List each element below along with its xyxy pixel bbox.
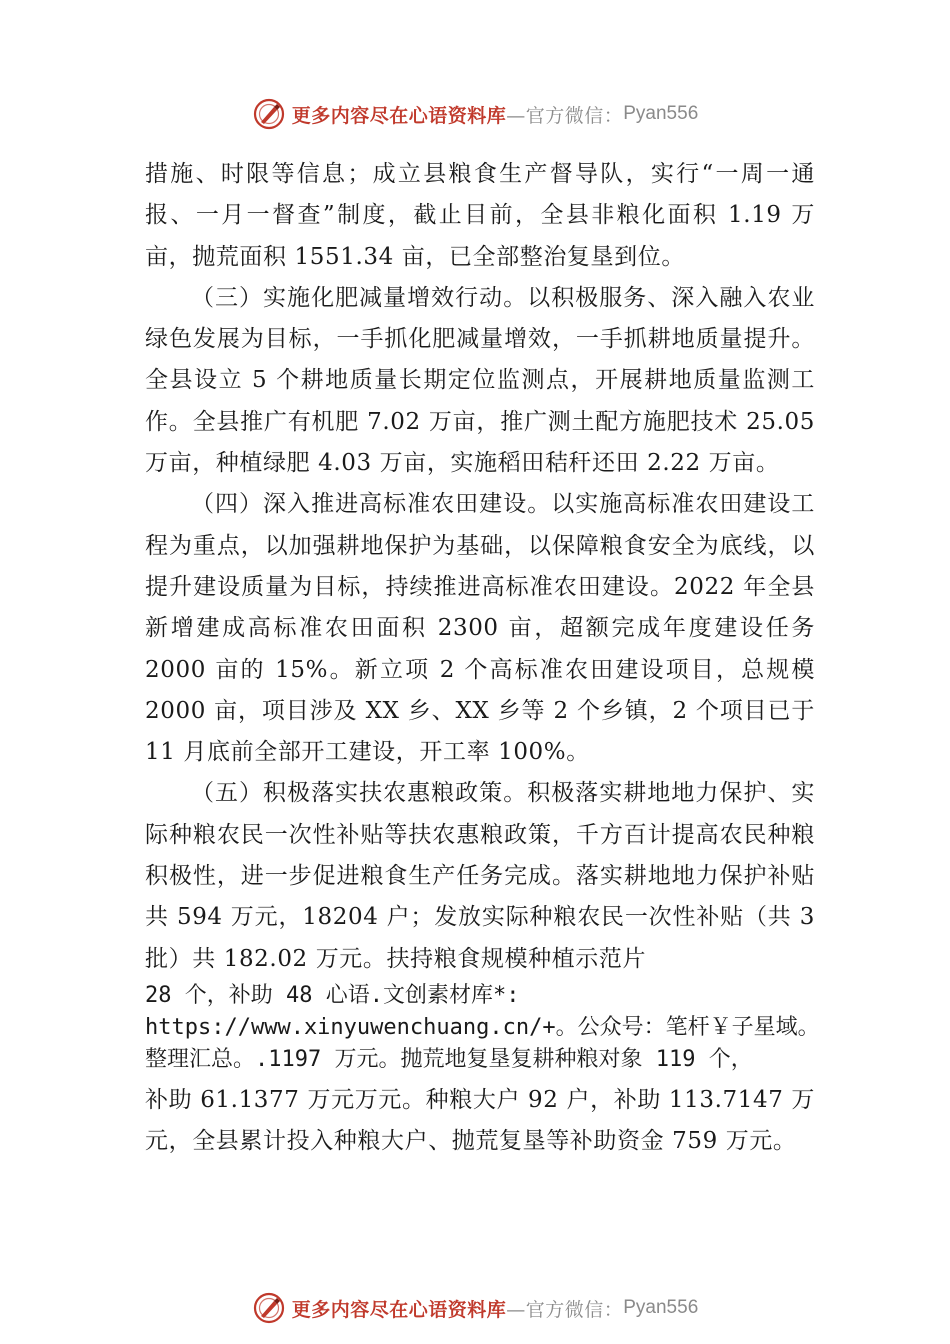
paragraph-intro: 措施、时限等信息；成立县粮食生产督导队，实行“一周一通报、一月一督查”制度，截止目前，全县非粮化面积 1.19 万亩，抛荒面积 1551.34 亩，已全部整治复垦到位。	[145, 161, 815, 270]
header-watermark-banner	[0, 94, 950, 134]
watermark-url-line: https://www.xinyuwenchuang.cn/+。公众号：笔杆￥子星域。	[145, 1014, 820, 1040]
paragraph-subsidy: （五）积极落实扶农惠粮政策。积极落实耕地地力保护、实际种粮农民一次性补贴等扶农惠粮政策，千方百计提高农民种粮积极性，进一步促进粮食生产任务完成。落实耕地地力保护补贴共 594 万元，18204 户；发放实际种粮农民一次性补贴（共 3 批）共 182.02 万元。扶持粮食规模种植示范片	[145, 780, 815, 972]
footer-watermark-banner	[0, 1288, 950, 1328]
watermark-tail-text: —官方微信：	[506, 104, 624, 127]
paragraph-farmland: （四）深入推进高标准农田建设。以实施高标准农田建设工程为重点，以加强耕地保护为基础，以保障粮食安全为底线，以提升建设质量为目标，持续推进高标准农田建设。2022 年全县新增建成高标准农田面积 2300 亩，超额完成年度建设任务 2000 亩的 15%。新立项 2 个高标准农田建设项目，总规模 2000 亩，项目涉及 XX 乡、XX 乡等 2 个乡镇，2 个项目已于 11 月底前全部开工建设，开工率 100%。	[145, 491, 815, 766]
watermark-tail-text: —官方微信：	[506, 1298, 624, 1321]
watermark-inserted-line: 28 个，补助 48 心语.文创素材库*:	[145, 982, 520, 1008]
watermark-lead-text: 更多内容尽在心语资料库	[291, 1298, 507, 1321]
paragraph-closing: 补助 61.1377 万元万元。种粮大户 92 户，补助 113.7147 万元，全县累计投入种粮大户、抛荒复垦等补助资金 759 万元。	[145, 1086, 815, 1155]
watermark-lead-text: 更多内容尽在心语资料库	[291, 104, 507, 127]
pen-logo-icon	[252, 1291, 286, 1325]
document-body	[145, 154, 820, 1163]
pen-logo-icon	[252, 97, 286, 131]
watermark-summary-line: 整理汇总。.1197 万元。抛荒地复垦复耕种粮对象 119 个，	[145, 1046, 753, 1072]
watermark-wechat-id: Pyan556	[623, 1297, 699, 1318]
paragraph-fertilizer: （三）实施化肥减量增效行动。以积极服务、深入融入农业绿色发展为目标，一手抓化肥减量增效，一手抓耕地质量提升。全县设立 5 个耕地质量长期定位监测点，开展耕地质量监测工作。全县推广有机肥 7.02 万亩，推广测土配方施肥技术 25.05 万亩，种植绿肥 4.03 万亩，实施稻田秸秆还田 2.22 万亩。	[145, 284, 815, 477]
watermark-wechat-id: Pyan556	[623, 103, 699, 124]
